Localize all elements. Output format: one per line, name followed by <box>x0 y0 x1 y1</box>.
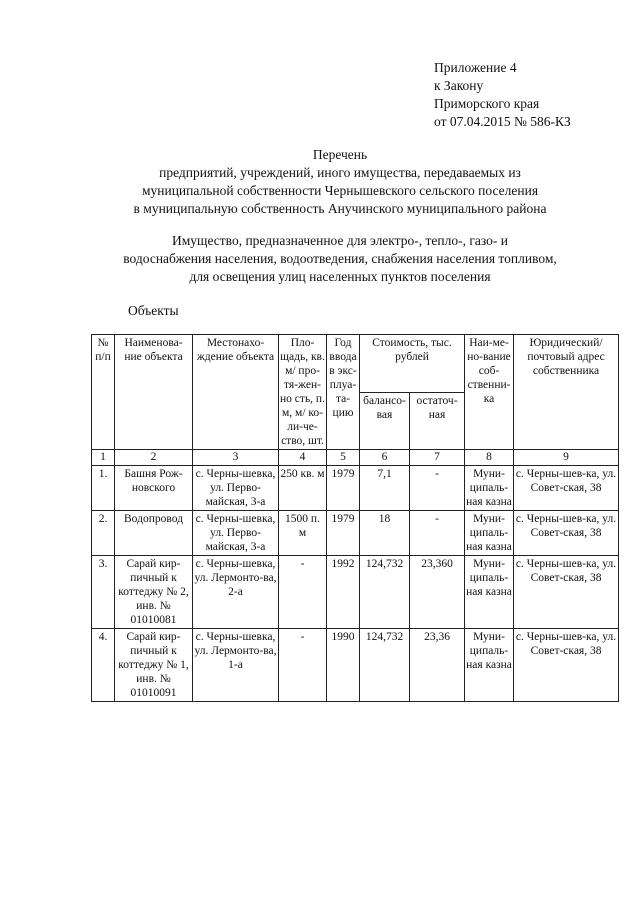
title-line: в муниципальную собственность Анучинского муниципального района <box>133 201 547 216</box>
row-location: с. Черны-шевка, ул. Лермонто-ва, 1-а <box>193 629 279 702</box>
row-owner: Муни-ципаль-ная казна <box>465 511 514 556</box>
appendix-line: Приложение 4 <box>434 60 517 75</box>
header-balance: балансо-вая <box>360 392 410 450</box>
column-number: 1 <box>92 450 115 466</box>
header-row <box>92 335 619 393</box>
row-address: с. Черны-шев-ка, ул. Совет-ская, 38 <box>514 629 619 702</box>
appendix-reference <box>434 59 571 131</box>
document-title <box>60 146 620 218</box>
section-heading: Объекты <box>128 303 179 318</box>
row-num: 2. <box>92 511 115 556</box>
table-row <box>92 556 619 629</box>
row-owner: Муни-ципаль-ная казна <box>465 629 514 702</box>
header-num: № п/п <box>92 335 115 450</box>
subtitle-line: для освещения улиц населенных пунктов поселения <box>189 269 491 284</box>
objects-table <box>91 334 619 702</box>
subtitle-line: водоснабжения населения, водоотведения, снабжения населения топливом, <box>123 251 557 266</box>
row-owner: Муни-ципаль-ная казна <box>465 466 514 511</box>
row-num: 1. <box>92 466 115 511</box>
row-area: 1500 п. м <box>279 511 327 556</box>
row-balance: 18 <box>360 511 410 556</box>
header-area: Пло-щадь, кв. м/ про-тя-жен-но сть, п. м, м/ ко-ли-че-ство, шт. <box>279 335 327 450</box>
header-location: Местонахо-ждение объекта <box>193 335 279 450</box>
row-location: с. Черны-шевка, ул. Перво-майская, 3-а <box>193 511 279 556</box>
column-number: 3 <box>193 450 279 466</box>
row-area: - <box>279 629 327 702</box>
title-line: муниципальной собственности Чернышевского сельского поселения <box>141 183 539 198</box>
row-residual: 23,36 <box>410 629 465 702</box>
row-num: 3. <box>92 556 115 629</box>
header-year: Год ввода в экс-плуа-та-цию <box>327 335 360 450</box>
header-owner-address: Юридический/ почтовый адрес собственника <box>514 335 619 450</box>
document-subtitle <box>60 232 620 286</box>
column-number: 7 <box>410 450 465 466</box>
header-owner-name: Наи-ме-но-вание соб-ственни-ка <box>465 335 514 450</box>
row-balance: 7,1 <box>360 466 410 511</box>
column-number: 9 <box>514 450 619 466</box>
column-numbers-row <box>92 450 619 466</box>
column-number: 6 <box>360 450 410 466</box>
row-area: - <box>279 556 327 629</box>
header-residual: остаточ-ная <box>410 392 465 450</box>
row-residual: - <box>410 466 465 511</box>
table-row <box>92 511 619 556</box>
row-name: Башня Рож-новского <box>115 466 193 511</box>
header-cost: Стоимость, тыс. рублей <box>360 335 465 393</box>
title-line: Перечень <box>312 147 368 162</box>
row-name: Водопровод <box>115 511 193 556</box>
appendix-line: Приморского края <box>434 96 540 111</box>
row-owner: Муни-ципаль-ная казна <box>465 556 514 629</box>
column-number: 4 <box>279 450 327 466</box>
row-balance: 124,732 <box>360 629 410 702</box>
row-address: с. Черны-шев-ка, ул. Совет-ская, 38 <box>514 556 619 629</box>
row-name: Сарай кир-пичный к коттеджу № 2, инв. № 01010081 <box>115 556 193 629</box>
row-name: Сарай кир-пичный к коттеджу № 1, инв. № 01010091 <box>115 629 193 702</box>
row-num: 4. <box>92 629 115 702</box>
row-address: с. Черны-шев-ка, ул. Совет-ская, 38 <box>514 511 619 556</box>
appendix-line: к Закону <box>434 78 484 93</box>
row-residual: 23,360 <box>410 556 465 629</box>
row-area: 250 кв. м <box>279 466 327 511</box>
table-row <box>92 466 619 511</box>
row-residual: - <box>410 511 465 556</box>
appendix-line: от 07.04.2015 № 586-КЗ <box>434 114 571 129</box>
table-row <box>92 629 619 702</box>
row-address: с. Черны-шев-ка, ул. Совет-ская, 38 <box>514 466 619 511</box>
column-number: 5 <box>327 450 360 466</box>
row-location: с. Черны-шевка, ул. Перво-майская, 3-а <box>193 466 279 511</box>
row-location: с. Черны-шевка, ул. Лермонто-ва, 2-а <box>193 556 279 629</box>
row-year: 1992 <box>327 556 360 629</box>
column-number: 8 <box>465 450 514 466</box>
header-name: Наименова-ние объекта <box>115 335 193 450</box>
row-year: 1990 <box>327 629 360 702</box>
row-year: 1979 <box>327 511 360 556</box>
row-year: 1979 <box>327 466 360 511</box>
column-number: 2 <box>115 450 193 466</box>
title-line: предприятий, учреждений, иного имущества, передаваемых из <box>159 165 521 180</box>
subtitle-line: Имущество, предназначенное для электро-, тепло-, газо- и <box>172 233 508 248</box>
row-balance: 124,732 <box>360 556 410 629</box>
